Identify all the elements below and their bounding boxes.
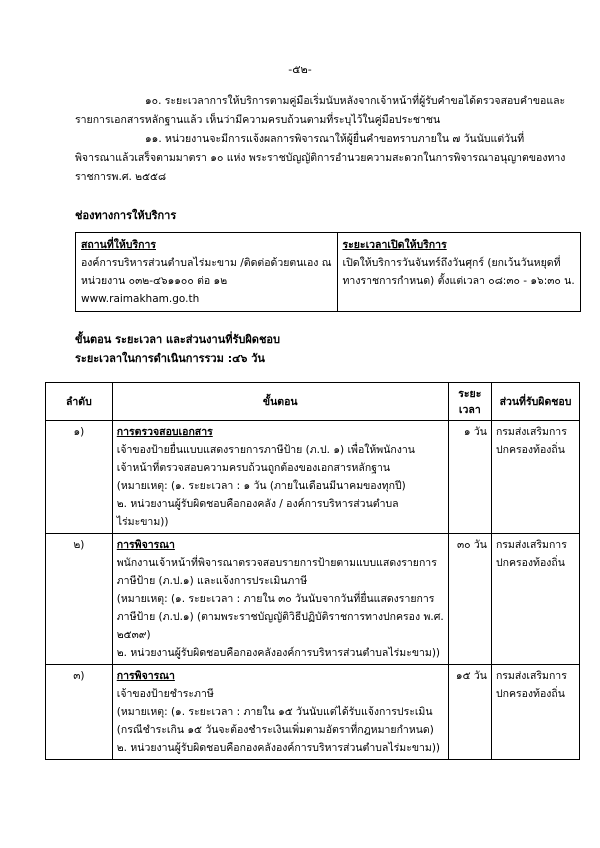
hours-cell bbox=[337, 233, 580, 312]
column-header-no: ลำดับ bbox=[46, 383, 113, 421]
note-11-line2: พิจารณาแล้วเสร็จตามมาตรา ๑๐ แห่ง พระราชบัญญัติการอำนวยความสะดวกในการพิจารณาอนุญาตของทาง bbox=[75, 152, 566, 164]
location-header: สถานที่ให้บริการ bbox=[81, 239, 157, 251]
table-row bbox=[46, 421, 580, 534]
step-number: ๓) bbox=[46, 665, 113, 760]
total-time: ระยะเวลาในการดำเนินการรวม :๔๖ วัน bbox=[75, 352, 265, 365]
hours-line: ทางราชการกำหนด) ตั้งแต่เวลา ๐๘:๓๐ - ๑๖:๓๐ น. bbox=[342, 275, 575, 287]
note-10-line1: ๑๐. ระยะเวลาการให้บริการตามคู่มือเริ่มนับหลังจากเจ้าหน้าที่ผู้รับคำขอได้ตรวจสอบคำขอและ bbox=[145, 95, 566, 107]
step-description: การตรวจสอบเอกสาร เจ้าของป้ายยื่นแบบแสดงรายการภาษีป้าย (ภ.ป. ๑) เพื่อให้พนักงาน เจ้าหน้าที่ตรวจสอบความครบถ้วนถูกต้องของเอกสารหลักฐาน (หมายเหตุ: (๑. ระยะเวลา : ๑ วัน (ภายในเดือนมีนาคมของทุกปี) ๒. หน่วยงานผู้รับผิดชอบคือกองคลัง / องค์การบริหารส่วนตำบล ไร่มะขาม)) bbox=[112, 421, 448, 534]
step-description: การพิจารณา เจ้าของป้ายชำระภาษี (หมายเหตุ: (๑. ระยะเวลา : ภายใน ๑๕ วันนับแต่ได้รับแจ้งการประเมิน (กรณีชำระเกิน ๑๕ วันจะต้องชำระเงินเพิ่มตามอัตราที่กฎหมายกำหนด) ๒. หน่วยงานผู้รับผิดชอบคือกองคลังองค์การบริหารส่วนตำบลไร่มะขาม)) bbox=[112, 665, 448, 760]
location-cell bbox=[76, 233, 338, 312]
location-website: www.raimakham.go.th bbox=[81, 293, 200, 305]
page-number: -๕๒- bbox=[288, 63, 312, 76]
step-responsible: กรมส่งเสริมการ ปกครองท้องถิ่น bbox=[491, 421, 579, 534]
step-description: การพิจารณา พนักงานเจ้าหน้าที่พิจารณาตรวจสอบรายการป้ายตามแบบแสดงรายการ ภาษีป้าย (ภ.ป.๑) และแจ้งการประเมินภาษี (หมายเหตุ: (๑. ระยะเวลา : ภายใน ๓๐ วันนับจากวันที่ยื่นแสดงรายการ ภาษีป้าย (ภ.ป.๑) (ตามพระราชบัญญัติวิธีปฏิบัติราชการทางปกครอง พ.ศ. ๒๕๓๙) ๒. หน่วยงานผู้รับผิดชอบคือกองคลังองค์การบริหารส่วนตำบลไร่มะขาม)) bbox=[112, 534, 448, 665]
location-phone: หน่วยงาน ๐๓๒-๔๖๑๑๐๐ ต่อ ๑๒ bbox=[81, 275, 228, 287]
hours-header: ระยะเวลาเปิดให้บริการ bbox=[342, 239, 447, 251]
step-title: การตรวจสอบเอกสาร bbox=[116, 426, 213, 438]
column-header-step: ขั้นตอน bbox=[112, 383, 448, 421]
service-channel-table bbox=[75, 232, 581, 312]
step-responsible: กรมส่งเสริมการ ปกครองท้องถิ่น bbox=[491, 665, 579, 760]
process-heading: ขั้นตอน ระยะเวลา และส่วนงานที่รับผิดชอบ bbox=[75, 333, 280, 346]
table-row bbox=[46, 665, 580, 760]
location-line: องค์การบริหารส่วนตำบลไร่มะขาม /ติดต่อด้วยตนเอง ณ bbox=[81, 257, 332, 269]
step-duration: ๓๐ วัน bbox=[448, 534, 491, 665]
note-11-line3: ราชการพ.ศ. ๒๕๕๘ bbox=[75, 171, 167, 183]
note-11-line1: ๑๑. หน่วยงานจะมีการแจ้งผลการพิจารณาให้ผู้ยื่นคำขอทราบภายใน ๗ วันนับแต่วันที่ bbox=[145, 133, 525, 145]
column-header-responsible: ส่วนที่รับผิดชอบ bbox=[491, 383, 579, 421]
column-header-duration: ระยะ เวลา bbox=[448, 383, 491, 421]
step-title: การพิจารณา bbox=[116, 539, 175, 551]
step-responsible: กรมส่งเสริมการ ปกครองท้องถิ่น bbox=[491, 534, 579, 665]
hours-line: เปิดให้บริการวันจันทร์ถึงวันศุกร์ (ยกเว้นวันหยุดที่ bbox=[342, 257, 561, 269]
step-title: การพิจารณา bbox=[116, 670, 175, 682]
service-channel-heading: ช่องทางการให้บริการ bbox=[75, 209, 177, 222]
step-duration: ๑๕ วัน bbox=[448, 665, 491, 760]
process-steps-table bbox=[45, 382, 580, 760]
table-row bbox=[46, 534, 580, 665]
note-10-line2: รายการเอกสารหลักฐานแล้ว เห็นว่ามีความครบถ้วนตามที่ระบุไว้ในคู่มือประชาชน bbox=[75, 114, 441, 126]
step-number: ๑) bbox=[46, 421, 113, 534]
step-number: ๒) bbox=[46, 534, 113, 665]
step-duration: ๑ วัน bbox=[448, 421, 491, 534]
